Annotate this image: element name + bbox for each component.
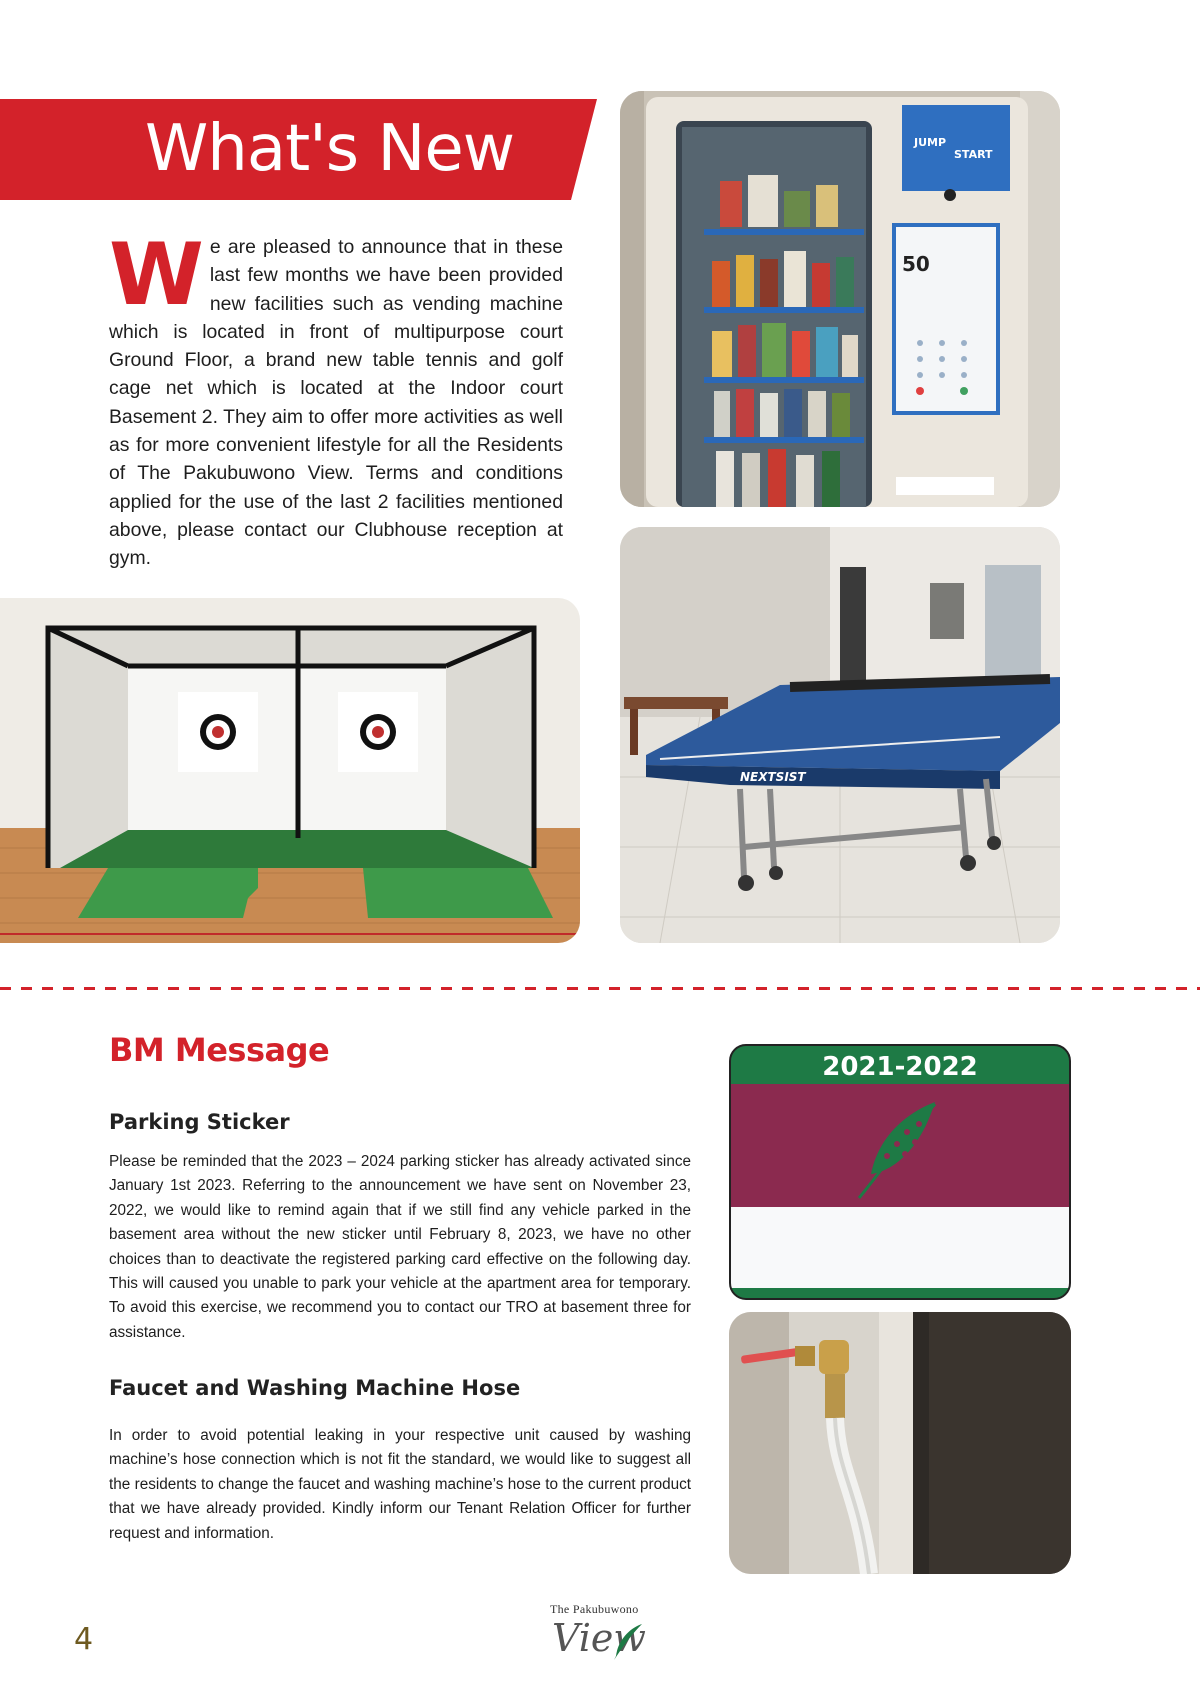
page-number: 4 xyxy=(74,1622,94,1657)
faucet-hose-text: In order to avoid potential leaking in your respective unit caused by washing machine’s hose connection which is not fit the standard, we would like to suggest all the residents to change the faucet and washing machine’s hose to the current product that we have already provided. Kindly inform our Tenant Relation Officer for further request and information. xyxy=(109,1427,691,1542)
page-title: What's New xyxy=(145,112,515,186)
vending-brand-2: START xyxy=(954,148,993,161)
vending-screen-discount: 50 xyxy=(902,252,930,276)
bm-message-title: BM Message xyxy=(109,1031,330,1069)
logo-top-text: The Pakubuwono xyxy=(550,1602,639,1616)
vending-brand-1: JUMP xyxy=(914,136,947,149)
sticker-year: 2021-2022 xyxy=(822,1052,978,1082)
pakubuwono-view-logo xyxy=(548,1602,658,1672)
intro-paragraph xyxy=(109,225,563,573)
vending-machine-photo xyxy=(620,91,1060,507)
faucet-hose-heading: Faucet and Washing Machine Hose xyxy=(109,1376,521,1400)
logo-main-text: View xyxy=(552,1616,646,1660)
section-divider xyxy=(0,987,1200,990)
parking-sticker-heading: Parking Sticker xyxy=(109,1110,290,1134)
logo-leaf-icon xyxy=(610,1622,644,1662)
intro-text: e are pleased to announce that in these last few months we have been provided new facilities such as vending machine which is located in front of multipurpose court Ground Floor, a brand new table tennis and golf cage net which is located at the Indoor court Basement 2. They aim to offer more activities as well as for more convenient lifestyle for all the Residents of The Pakubuwono View. Terms and conditions applied for the use of the last 2 facilities mentioned above, please contact our Clubhouse reception at gym. xyxy=(109,236,563,570)
table-brand: NEXTSIST xyxy=(740,770,806,784)
dropcap-letter: W xyxy=(109,225,204,325)
faucet-photo xyxy=(729,1312,1071,1574)
parking-sticker-text: Please be reminded that the 2023 – 2024 parking sticker has already activated since January 1st 2023. Referring to the announcement we have sent on November 23, 2022, we would like to remind again that if we still find any vehicle parked in the basement area without the new sticker until February 8, 2023, we have no other choices than to deactivate the registered parking card effective on the following day. This will caused you unable to park your vehicle at the apartment area for temporary. To avoid this exercise, we recommend you to contact our TRO at basement three for assistance. xyxy=(109,1153,691,1341)
table-tennis-photo xyxy=(620,527,1060,943)
golf-cage-photo xyxy=(0,598,580,943)
parking-sticker-image xyxy=(729,1044,1071,1300)
